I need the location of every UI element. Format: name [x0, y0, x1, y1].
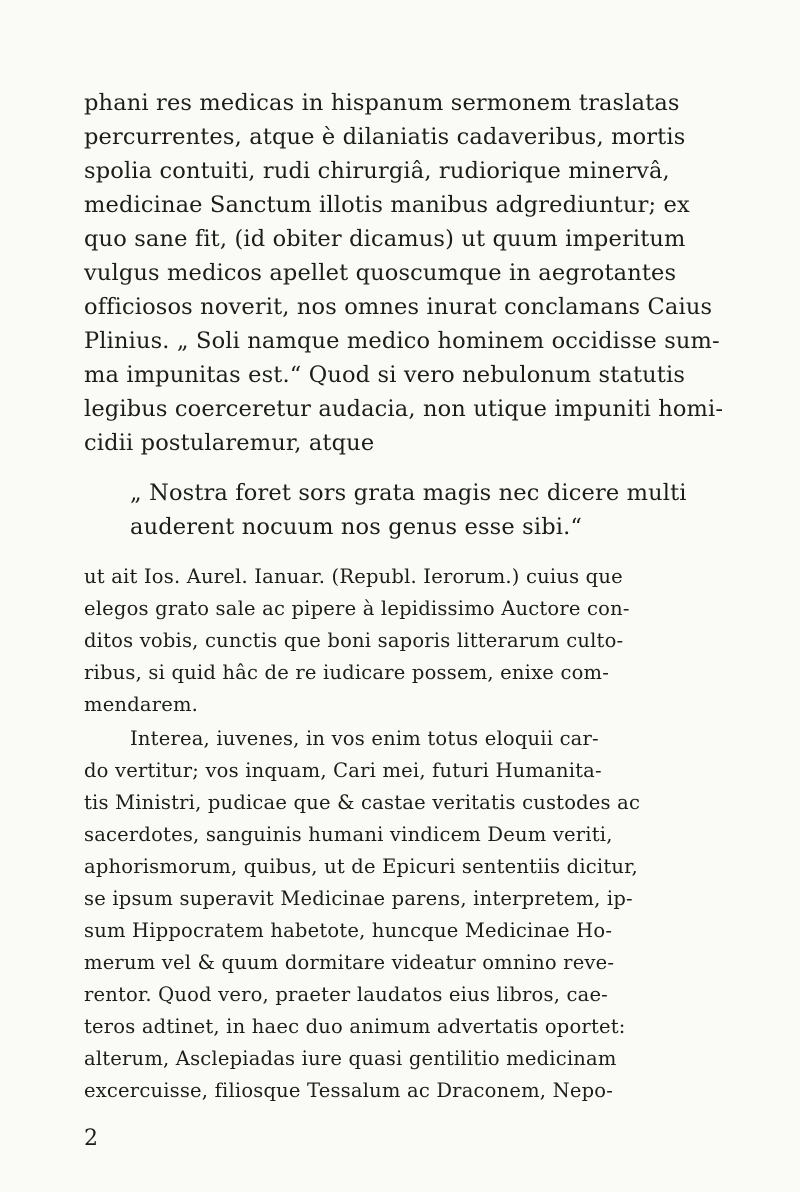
- text-line: officiosos noverit, nos omnes inurat conclamans Caius: [84, 294, 713, 320]
- text-line: tis Ministri, pudicae que & castae veritatis custodes ac: [84, 791, 641, 814]
- text-line: ribus, si quid hâc de re iudicare possem, enixe com-: [84, 661, 609, 684]
- text-line: rentor. Quod vero, praeter laudatos eius libros, cae-: [84, 983, 608, 1006]
- text-line: Plinius. „ Soli namque medico hominem occidisse sum-: [84, 328, 720, 354]
- text-line: ut ait Ios. Aurel. Ianuar. (Republ. Ierorum.) cuius que: [84, 565, 623, 588]
- text-line: alterum, Asclepiadas iure quasi gentilitio medicinam: [84, 1047, 617, 1070]
- text-line: excercuisse, filiosque Tessalum ac Draconem, Nepo-: [84, 1079, 613, 1102]
- verse-line: auderent nocuum nos genus esse sibi.“: [130, 514, 583, 540]
- text-line: spolia contuiti, rudi chirurgiâ, rudiorique minervâ,: [84, 158, 670, 184]
- text-line: teros adtinet, in haec duo animum advertatis oportet:: [84, 1015, 626, 1038]
- text-line: phani res medicas in hispanum sermonem traslatas: [84, 90, 680, 116]
- text-line: do vertitur; vos inquam, Cari mei, futuri Humanita-: [84, 759, 602, 782]
- text-line: percurrentes, atque è dilaniatis cadaveribus, mortis: [84, 124, 686, 150]
- text-line: legibus coerceretur audacia, non utique impuniti homi-: [84, 396, 724, 422]
- text-line: ma impunitas est.“ Quod si vero nebulonum statutis: [84, 362, 686, 388]
- text-line: sum Hippocratem habetote, huncque Medicinae Ho-: [84, 919, 613, 942]
- text-line: aphorismorum, quibus, ut de Epicuri sententiis dicitur,: [84, 855, 638, 878]
- text-line: mendarem.: [84, 693, 199, 716]
- text-line: Interea, iuvenes, in vos enim totus eloquii car-: [130, 727, 599, 750]
- signature-mark: 2: [84, 1126, 98, 1151]
- verse-line: „ Nostra foret sors grata magis nec dicere multi: [130, 480, 687, 506]
- text-line: sacerdotes, sanguinis humani vindicem Deum veriti,: [84, 823, 613, 846]
- text-line: vulgus medicos apellet quoscumque in aegrotantes: [84, 260, 677, 286]
- text-line: elegos grato sale ac pipere à lepidissimo Auctore con-: [84, 597, 630, 620]
- text-line: quo sane fit, (id obiter dicamus) ut quum imperitum: [84, 226, 686, 252]
- text-line: cidii postularemur, atque: [84, 430, 375, 456]
- text-line: ditos vobis, cunctis que boni saporis litterarum culto-: [84, 629, 624, 652]
- text-line: se ipsum superavit Medicinae parens, interpretem, ip-: [84, 887, 633, 910]
- text-line: merum vel & quum dormitare videatur omnino reve-: [84, 951, 615, 974]
- text-line: medicinae Sanctum illotis manibus adgrediuntur; ex: [84, 192, 690, 218]
